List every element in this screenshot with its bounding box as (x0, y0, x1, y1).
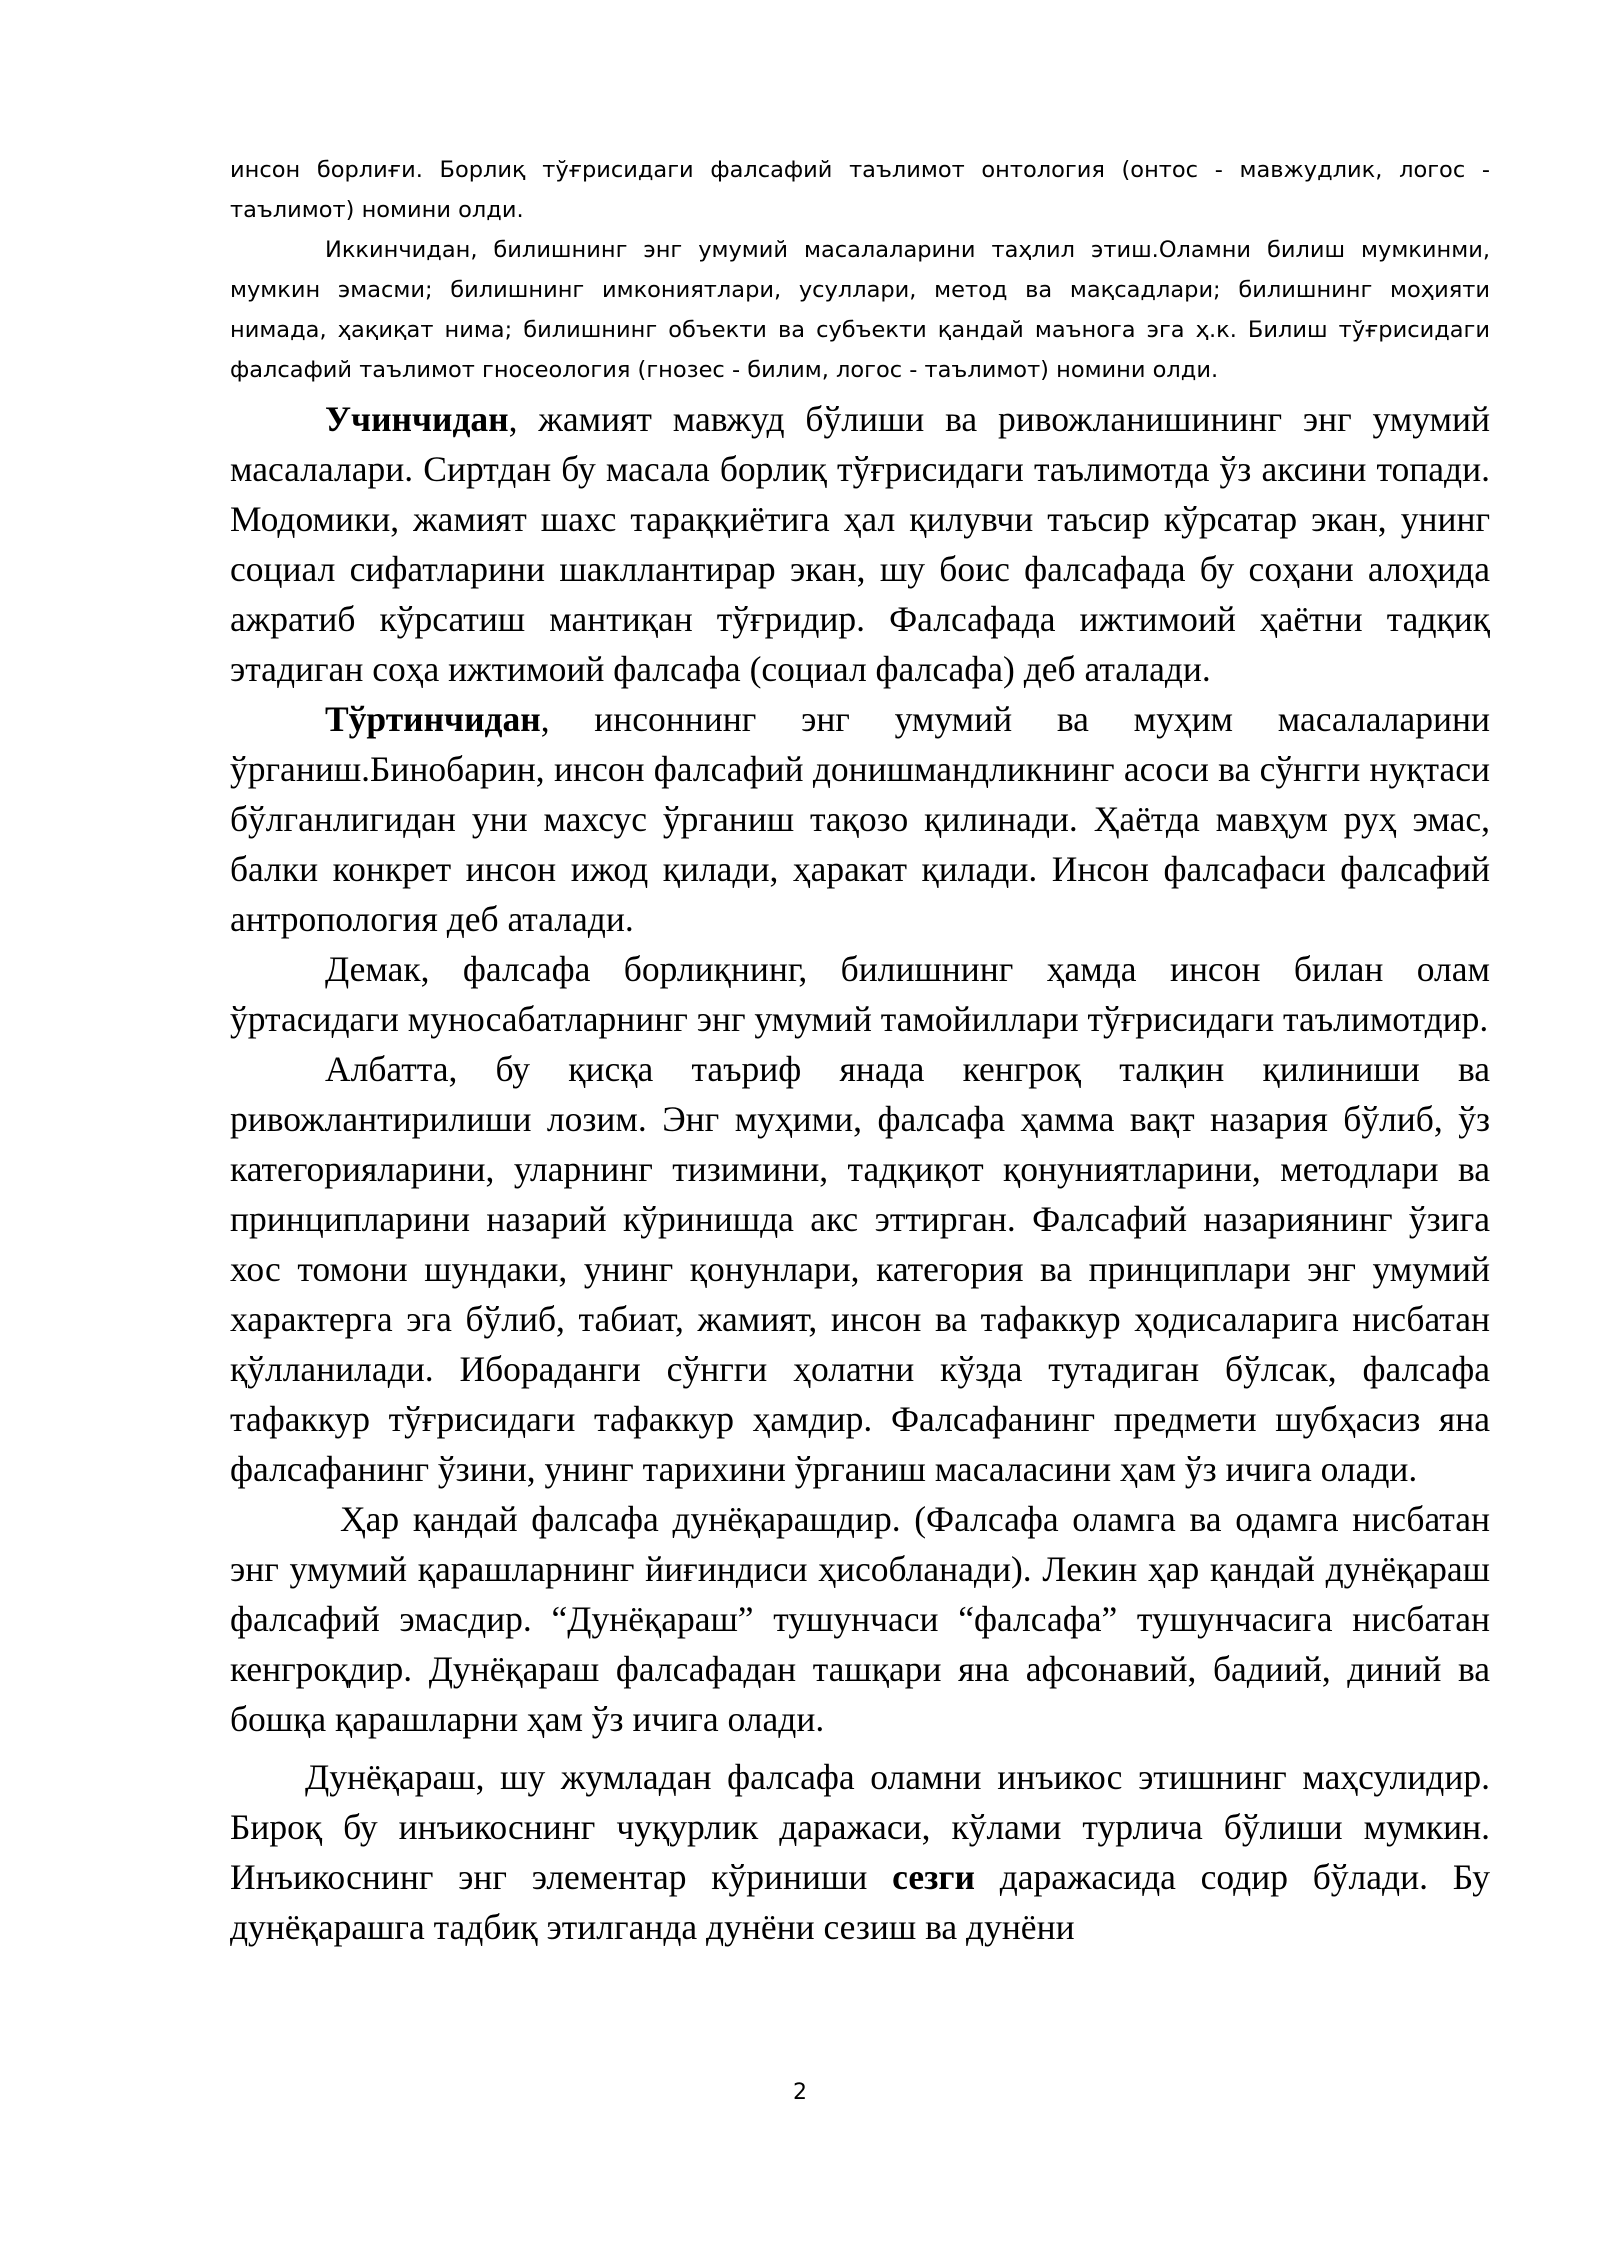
page-number: 2 (793, 2080, 807, 2105)
reflection-text-after: даражасида содир бўлади. Бу дунёқарашга тадбиқ этилганда дунёни сезиш ва дунёни (230, 1857, 1490, 1947)
third-point-text: , жамият мавжуд бўлиши ва ривожланишининг энг умумий масалалари. Сиртдан бу масала борлиқ тўғрисидаги таълимотда ўз аксини топади. Модомики, жамият шахс тараққиётига ҳал қилувчи таъсир кўрсатар экан, унинг социал сифатларини шакллантирар экан, шу боис фалсафада бу соҳани алоҳида ажратиб кўрсатиш мантиқан тўғридир. Фалсафада ижтимоий ҳаётни тадқиқ этадиган соҳа ижтимоий фалсафа (социал фалсафа) деб аталади. (230, 399, 1490, 689)
third-point-lead: Учинчидан (325, 399, 509, 439)
reflection-bold-word: сезги (892, 1857, 975, 1897)
paragraph-fourth-point (230, 694, 1490, 944)
fourth-point-lead: Тўртинчидан (325, 699, 541, 739)
paragraph-third-point (230, 394, 1490, 694)
paragraph-second-point: Иккинчидан, билишнинг энг умумий масалаларини таҳлил этиш.Оламни билиш мумкинми, мумкин эмасми; билишнинг имкониятлари, усуллари, метод ва мақсадлари; билишнинг моҳияти нимада, ҳақиқат нима; билишнинг объекти ва субъекти қандай маънога эга ҳ.к. Билиш тўғрисидаги фалсафий таълимот гносеология (гнозес - билим, логос - таълимот) номини олди. (230, 237, 1490, 383)
paragraph-reflection (230, 1752, 1490, 1952)
paragraph-worldview: Ҳар қандай фалсафа дунёқарашдир. (Фалсафа оламга ва одамга нисбатан энг умумий қарашларнинг йиғиндиси ҳисобланади). Лекин ҳар қандай дунёқараш фалсафий эмасдир. “Дунёқараш” тушунчаси “фалсафа” тушунчасига нисбатан кенгроқдир. Дунёқараш фалсафадан ташқари яна афсонавий, бадиий, диний ва бошқа қарашларни ҳам ўз ичига олади. (230, 1499, 1490, 1739)
paragraph-ontology-end: инсон борлиғи. Борлиқ тўғрисидаги фалсафий таълимот онтология (онтос - мавжудлик, логос - таълимот) номини олди. (230, 157, 1490, 223)
reflection-text-before: Дунёқараш, шу жумладан фалсафа оламни инъикос этишнинг маҳсулидир. Бироқ бу инъикоснинг чуқурлик даражаси, кўлами турлича бўлиши мумкин. Инъикоснинг энг элементар кўриниши (230, 1757, 1490, 1897)
paragraph-theory: Албатта, бу қисқа таъриф янада кенгроқ талқин қилиниши ва ривожлантирилиши лозим. Энг муҳими, фалсафа ҳамма вақт назария бўлиб, ўз категорияларини, уларнинг тизимини, тадқиқот қонуниятларини, методлари ва принципларини назарий кўринишда акс эттирган. Фалсафий назариянинг ўзига хос томони шундаки, унинг қонунлари, категория ва принциплари энг умумий характерга эга бўлиб, табиат, жамият, инсон ва тафаккур ҳодисаларига нисбатан қўлланилади. Ибораданги сўнгги ҳолатни кўзда тутадиган бўлсак, фалсафа тафаккур тўғрисидаги тафаккур ҳамдир. Фалсафанинг предмети шубҳасиз яна фалсафанинг ўзини, унинг тарихини ўрганиш масаласини ҳам ўз ичига олади. (230, 1049, 1490, 1489)
document-page (230, 150, 1490, 1952)
paragraph-definition: Демак, фалсафа борлиқнинг, билишнинг ҳамда инсон билан олам ўртасидаги муносабатларнинг энг умумий тамойиллари тўғрисидаги таълимотдир. (230, 949, 1490, 1039)
fourth-point-text: , инсоннинг энг умумий ва муҳим масалаларини ўрганиш.Бинобарин, инсон фалсафий донишмандликнинг асоси ва сўнгги нуқтаси бўлганлигидан уни махсус ўрганиш тақозо қилинади. Ҳаётда мавҳум руҳ эмас, балки конкрет инсон ижод қилади, ҳаракат қилади. Инсон фалсафаси фалсафий антропология деб аталади. (230, 699, 1490, 939)
